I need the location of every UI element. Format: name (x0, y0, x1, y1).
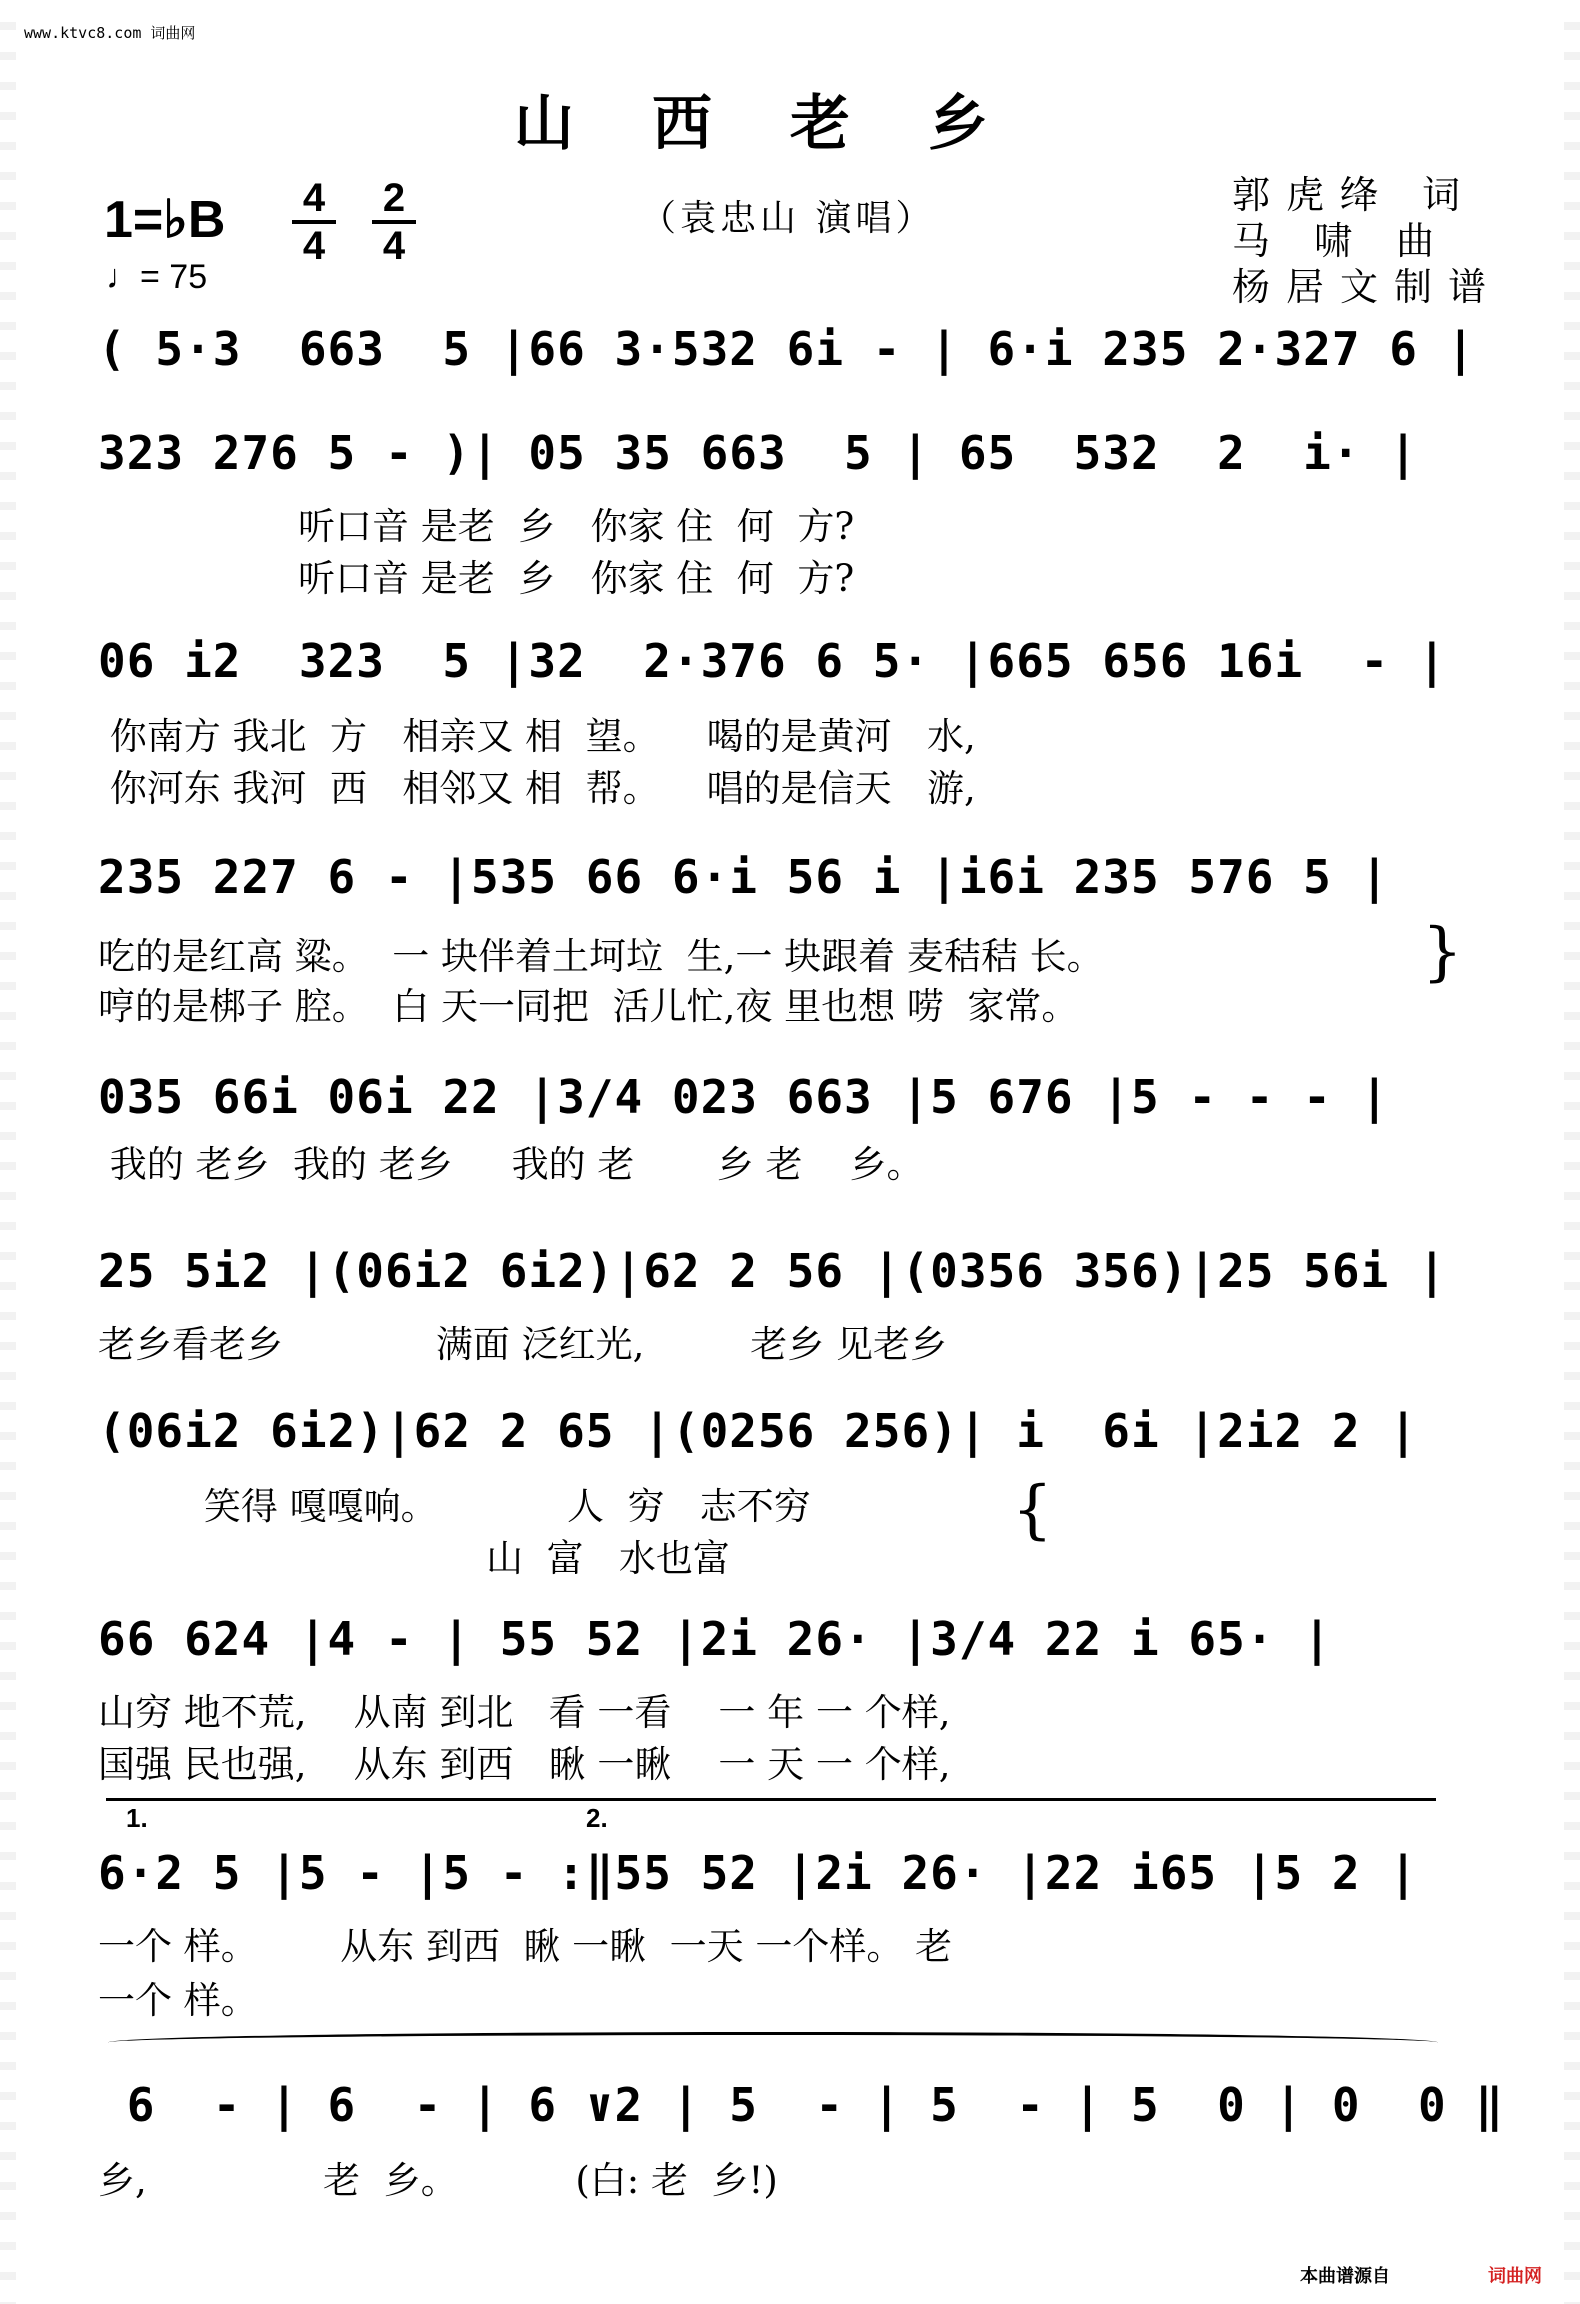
notation-line: 6·2 5 |5 - |5 - :‖55 52 |2i 26· |22 i65 |5 2 | (98, 1846, 1418, 1900)
lyric-verse-1: 听口音 是老 乡 你家 住 何 方? (98, 505, 855, 548)
lyric-verse-2: 听口音 是老 乡 你家 住 何 方? (98, 557, 855, 600)
lyric-verse-2: 一个 样。 (98, 1979, 258, 2022)
lyric-verse-1: 你南方 我北 方 相亲又 相 望。 喝的是黄河 水, (98, 715, 976, 758)
notation-line: (06i2 6i2)|62 2 65 |(0256 256)| i 6i |2i2 2 | (98, 1404, 1418, 1458)
verse-bracket-icon: { (1012, 1473, 1053, 1547)
tie-arc (108, 2032, 1438, 2053)
notation-line: 06 i2 323 5 |32 2·376 6 5· |665 656 16i - | (98, 634, 1447, 688)
site-watermark: www.ktvc8.com 词曲网 (24, 24, 196, 42)
tempo-marking: ♩= 75 (106, 258, 208, 296)
lyric-verse-1: 吃的是红高 粱。 一 块伴着土坷垃 生,一 块跟着 麦秸秸 长。 (98, 935, 1104, 978)
lyric-verse-2: 国强 民也强, 从东 到西 瞅 一瞅 一 天 一 个样, (98, 1743, 951, 1786)
notation-line: 25 5i2 |(06i2 6i2)|62 2 56 |(0356 356)|25 56i | (98, 1244, 1447, 1298)
left-margin-strip (0, 0, 16, 2304)
time-signature-4-4: 4 4 (292, 178, 336, 266)
volta-bracket (106, 1798, 1436, 1831)
time-signature-2-4: 2 4 (372, 178, 416, 266)
lyric-verse-1: 我的 老乡 我的 老乡 我的 老 乡 老 乡。 (98, 1143, 924, 1186)
lyric-verse-1: 山穷 地不荒, 从南 到北 看 一看 一 年 一 个样, (98, 1691, 951, 1734)
lyricist-credit: 郭虎绛 词 (1232, 173, 1477, 217)
notation-line: ( 5·3 663 5 |66 3·532 6i - | 6·i 235 2·327 6 | (98, 322, 1476, 376)
composer-credit: 马 啸 曲 (1232, 219, 1451, 263)
lyric-verse-1: 老乡看老乡 满面 泛红光, 老乡 见老乡 (98, 1323, 948, 1366)
arranger-credit: 杨居文制谱 (1232, 265, 1503, 309)
key-signature: 1=♭B (104, 191, 226, 249)
first-ending-label: 1. (126, 1803, 148, 1833)
notation-line: 035 66i 06i 22 |3/4 023 663 |5 676 |5 - - - | (98, 1070, 1390, 1124)
lyric-verse-2: 哼的是梆子 腔。 白 天一同把 活儿忙,夜 里也想 唠 家常。 (98, 985, 1079, 1028)
notation-line: 323 276 5 - )| 05 35 663 5 | 65 532 2 i· | (98, 426, 1418, 480)
notation-line: 6 - | 6 - | 6 ∨2 | 5 - | 5 - | 5 0 | 0 0 ‖ (98, 2078, 1505, 2132)
lyric-verse-1: 一个 样。 从东 到西 瞅 一瞅 一天 一个样。 老 (98, 1925, 953, 1968)
singer-credit: （袁忠山 演唱） (640, 198, 936, 239)
site-logo-link[interactable]: 词曲网 (1488, 2266, 1542, 2287)
lyric-verse-1: 笑得 嘎嘎响。 人 穷 志不穷 (98, 1485, 811, 1528)
second-ending-label: 2. (586, 1803, 608, 1833)
verse-bracket-icon: } (1422, 915, 1463, 989)
right-margin-strip (1564, 0, 1580, 2304)
notation-line: 66 624 |4 - | 55 52 |2i 26· |3/4 22 i 65· | (98, 1612, 1332, 1666)
lyric-verse-2: 你河东 我河 西 相邻又 相 帮。 唱的是信天 游, (98, 767, 976, 810)
source-note: 本曲谱源自 (1300, 2266, 1390, 2287)
song-title: 山西老乡 (514, 89, 1066, 159)
lyric-verse-1: 乡, 老 乡。 (白: 老 乡!) (98, 2159, 778, 2202)
notation-line: 235 227 6 - |535 66 6·i 56 i |i6i 235 576 5 | (98, 850, 1390, 904)
lyric-verse-2: 山 富 水也富 (98, 1537, 730, 1580)
